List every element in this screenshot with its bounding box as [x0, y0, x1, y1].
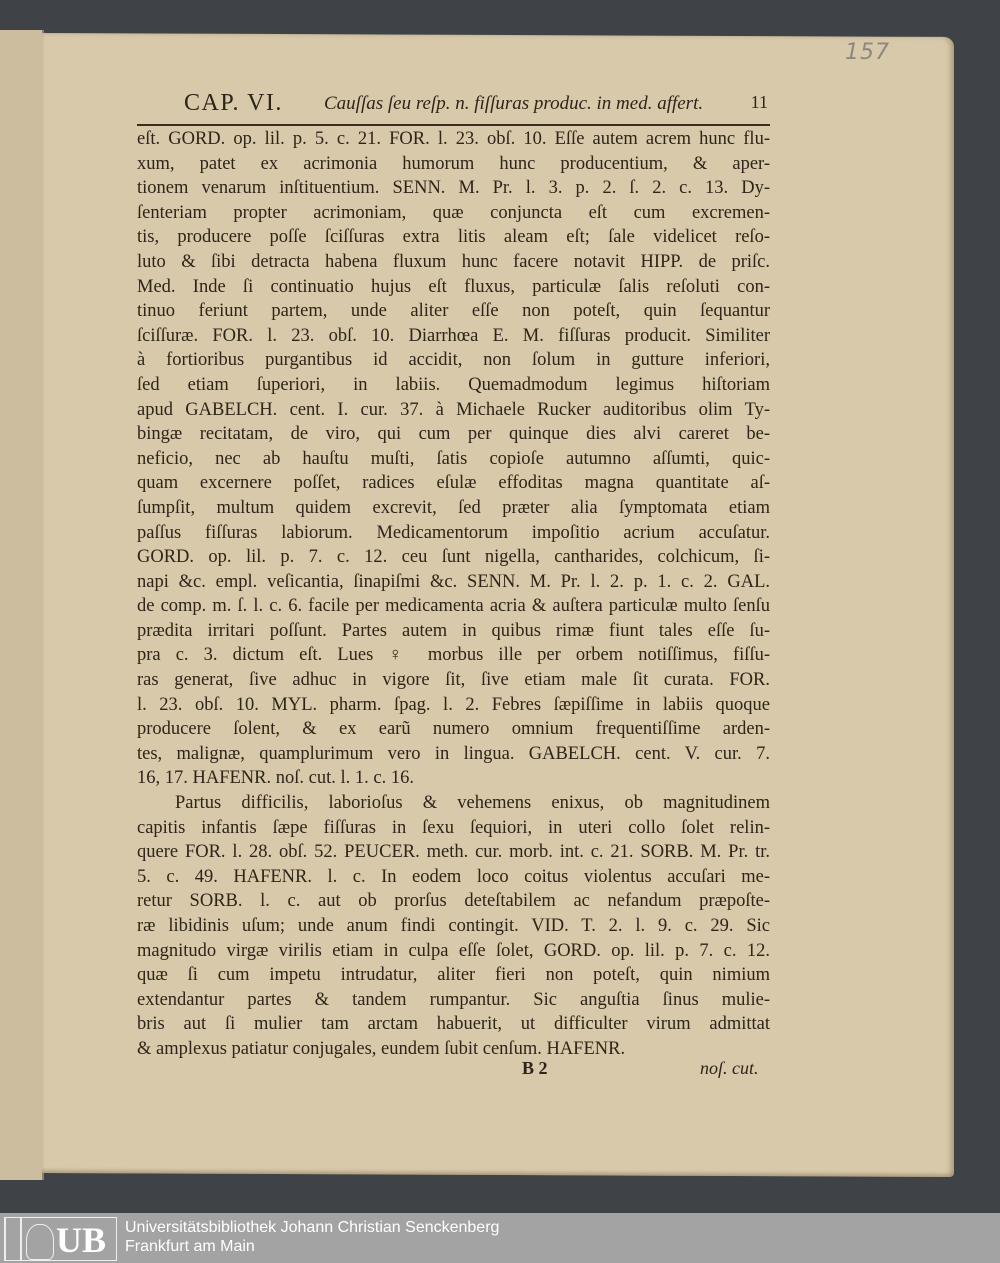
text-line: paſſus fiſſuras labiorum. Medicamentorum impoſitio acrium accuſatur. — [137, 522, 770, 543]
text-line: bingæ recitatam, de viro, qui cum per quinque dies alvi careret be- — [137, 424, 770, 445]
text-line: quere FOR. l. 28. obſ. 52. PEUCER. meth. cur. morb. int. c. 21. SORB. M. Pr. tr. — [137, 842, 770, 863]
text-line: tionem venarum inſtituentium. SENN. M. Pr. l. 3. p. 2. ſ. 2. c. 13. Dy- — [137, 178, 770, 199]
text-line: tes, malignæ, quamplurimum vero in lingua. GABELCH. cent. V. cur. 7. — [137, 743, 770, 764]
text-line: ſumpſit, multum quidem excrevit, ſed præter alia ſymptomata etiam — [137, 497, 770, 518]
page-number: 11 — [750, 92, 768, 112]
portrait-icon — [26, 1224, 54, 1260]
text-line: luto & ſibi detracta habena fluxum hunc facere notavit HIPP. de priſc. — [137, 251, 770, 272]
text-line: retur SORB. l. c. aut ob prorſus deteſtabilem ac nefandum præpoſte- — [137, 891, 770, 912]
chapter-label: CAP. VI. — [184, 90, 283, 116]
text-line: quam excernere poſſet, radices eſulæ effoditas magna quantitate aſ- — [137, 473, 770, 494]
text-line: 16, 17. HAFENR. noſ. cut. l. 1. c. 16. — [137, 768, 414, 789]
logo-text: UB — [56, 1220, 107, 1260]
header-rule — [137, 124, 770, 126]
text-line: ſciſſuræ. FOR. l. 23. obſ. 10. Diarrhœa E. M. fiſſuras producit. Similiter — [137, 325, 770, 346]
running-header — [137, 90, 770, 120]
text-line: & amplexus patiatur conjugales, eundem ſubit cenſum. HAFENR. — [137, 1038, 626, 1059]
text-line: de comp. m. ſ. l. c. 6. facile per medicamenta acria & auſtera particulæ multo ſenſu — [137, 596, 770, 617]
body-text — [137, 127, 770, 1062]
handwritten-folio-number: 157 — [845, 40, 890, 65]
text-line: bris aut ſi mulier tam arctam habuerit, ut difficulter virum admittat — [137, 1014, 770, 1035]
signature-mark: B 2 — [522, 1058, 548, 1078]
text-line: neficio, nec ab hauſtu muſti, ſatis copioſe autumno aſſumti, quic- — [137, 448, 770, 469]
text-line: apud GABELCH. cent. I. cur. 37. à Michaele Rucker auditoribus olim Ty- — [137, 399, 770, 420]
text-line: tis, producere poſſe ſciſſuras extra litis aleam eſt; ſale videlicet reſo- — [137, 227, 770, 248]
institution-name: Universitätsbibliothek Johann Christian Senckenberg — [125, 1219, 500, 1236]
library-footer — [0, 1213, 1000, 1263]
text-line: eſt. GORD. op. lil. p. 5. c. 21. FOR. l. 23. obſ. 10. Eſſe autem acrem hunc flu- — [137, 129, 770, 149]
text-line: pra c. 3. dictum eſt. Lues ♀ morbus ille per orbem notiſſimus, fiſſu- — [137, 645, 770, 666]
text-line: producere ſolent, & ex earũ numero omnium frequentiſſime arden- — [137, 719, 770, 740]
institution-city: Frankfurt am Main — [125, 1238, 255, 1255]
text-line: xum, patet ex acrimonia humorum hunc producentium, & aper- — [137, 153, 770, 174]
catchword: noſ. cut. — [700, 1058, 759, 1078]
text-line: 5. c. 49. HAFENR. l. c. In eodem loco coitus violentus accuſari me- — [137, 866, 770, 887]
text-line: l. 23. obſ. 10. MYL. pharm. ſpag. l. 2. Febres ſæpiſſime in labiis quoque — [137, 694, 770, 715]
text-line: tinuo feriunt partem, unde aliter eſſe non poteſt, quin ſequantur — [137, 301, 770, 322]
text-line: GORD. op. lil. p. 7. c. 12. ceu ſunt nigella, cantharides, colchicum, ſi- — [137, 547, 770, 568]
text-line: magnitudo virgæ virilis etiam in culpa eſſe ſolet, GORD. op. lil. p. 7. c. 12. — [137, 940, 770, 961]
text-line: Med. Inde ſi continuatio hujus eſt fluxus, particulæ ſalis reſoluti con- — [137, 276, 770, 297]
text-line: extendantur partes & tandem rumpantur. Sic anguſtia ſinus mulie- — [137, 989, 770, 1010]
text-line: ſed etiam ſuperiori, in labiis. Quemadmodum legimus hiſtoriam — [137, 374, 770, 395]
text-line: napi &c. empl. veſicantia, ſinapiſmi &c. SENN. M. Pr. l. 2. p. 1. c. 2. GAL. — [137, 571, 770, 592]
text-line: ras generat, ſive adhuc in vigore ſit, ſive etiam male ſit curata. FOR. — [137, 670, 770, 691]
text-line: prædita irritari poſſunt. Partes autem in quibus rimæ fiunt tales eſſe ſu- — [137, 620, 770, 641]
text-line: ræ libidinis uſum; unde anum findi contingit. VID. T. 2. l. 9. c. 29. Sic — [137, 916, 770, 936]
facing-page-edge — [0, 30, 44, 1180]
text-line: ſenteriam propter acrimoniam, quæ conjuncta eſt cum excremen- — [137, 202, 770, 223]
text-line: Partus difficilis, laborioſus & vehemens enixus, ob magnitudinem — [175, 793, 770, 814]
text-line: à fortioribus purgantibus id accidit, non ſolum in gutture inferiori, — [137, 350, 770, 371]
text-line: capitis infantis ſæpe fiſſuras in ſexu ſequiori, in uteri collo ſolet relin- — [137, 817, 770, 838]
running-title: Cauſſas ſeu reſp. n. fiſſuras produc. in med. affert. — [324, 93, 704, 114]
columns-icon — [4, 1218, 22, 1260]
text-line: quæ ſi cum impetu intrudatur, aliter fieri non poteſt, quin nimium — [137, 965, 770, 986]
ub-logo — [4, 1217, 117, 1261]
